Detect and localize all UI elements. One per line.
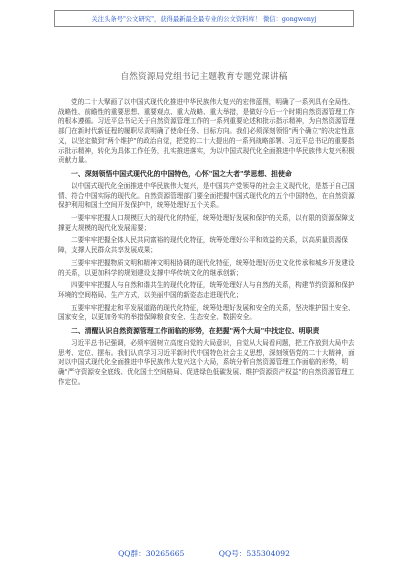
section1-paragraph: 二要牢牢把握全体人民共同富裕的现代化特征，统筹处理好公平和效益的关系，以高质量资源保障，支撑人民群众共享发展成果；	[58, 236, 348, 255]
section1-paragraph: 三要牢牢把握物质文明和精神文明相协调的现代化特征，统筹处理好历史文化传承和城乡开发建设的关系，以更加科学的规划建设支撑中华传统文化的继承创新；	[58, 258, 355, 277]
section1-paragraph: 五要牢牢把握走和平发展道路的现代化特征，统筹处理好发展和安全的关系，坚决维护国土安全、国家安全，以更加务实的举措保障粮食安全、生态安全、数据安全。	[58, 303, 355, 322]
qq-group: QQ群：30265665	[118, 549, 185, 558]
section-heading-1: 一、深刻领悟中国式现代化的中国特色，心怀"国之大者"学思想、担使命	[71, 169, 292, 178]
qq-number: QQ号：535304092	[218, 549, 290, 558]
document-title: 自然资源局党组书记主题教育专题党课讲稿	[120, 72, 288, 82]
footer-contact	[0, 548, 408, 559]
section1-paragraph: 以中国式现代化全面推进中华民族伟大复兴，是中国共产党领导的社会主义现代化，是基于自己国情、符合中国实际的现代化。自然资源管理部门要全面把握中国式现代化的五个中国特色，在自然资源保护利用和国土空间开发保护中，统筹处理好五个关系。	[58, 181, 355, 210]
promo-banner: 关注头条号"公文研究"，获得最新最全最专业的公文资料库！ 微信：gongwenyj	[54, 10, 354, 27]
document-body	[58, 98, 356, 391]
section-heading-2: 二、清醒认识自然资源管理工作面临的形势，在把握"两个大局"中找定位、明职责	[71, 327, 320, 336]
section1-paragraph: 一要牢牢把握人口规模巨大的现代化的特征，统筹处理好发展和保护的关系，以有限的资源保障支撑更大规模的现代化发展需要；	[58, 214, 355, 232]
section1-paragraph: 四要牢牢把握人与自然和谐共生的现代化特征，统筹处理好人与自然的关系，构建节约资源和保护环境的空间格局、生产方式，以美丽中国的新姿态走进现代化；	[58, 281, 355, 299]
intro-paragraph: 党的二十大擘画了以中国式现代化推进中华民族伟大复兴的宏伟蓝图，明确了一系列具有全局性、战略性、前瞻性的重要思想、重要观点、重大战略、重大举措，是做好今后一个时期自然资源管理工作的根本遵循。习近平总书记关于自然资源管理工作的一系列重要论述和批示指示精神，为自然资源管理部门在新时代新征程的履职尽责明确了使命任务、目标方向。我们必须深刻领悟"两个确立"的决定性意义，以坚定做到"两个维护"的政治自觉，把党的二十大提出的一系列战略部署、习近平总书记的重要指示批示精神，转化为具体工作任务，扎实推进落实，为以中国式现代化全面推进中华民族伟大复兴积极贡献力量。	[58, 98, 355, 165]
section2-paragraph: 习近平总书记强调，必须牢固树立高度自觉的大局意识，自觉从大局看问题，把工作放到大局中去思考、定位、摆布。我们认真学习习近平新时代中国特色社会主义思想，深刻领悟党的二十大精神，面对以中国式现代化全面推进中华民族伟大复兴这个大局，系统分析自然资源管理工作面临的形势，明确"严守资源安全底线、优化国土空间格局、促进绿色低碳发展、维护资源资产权益"的自然资源管理工作定位。	[58, 339, 355, 386]
